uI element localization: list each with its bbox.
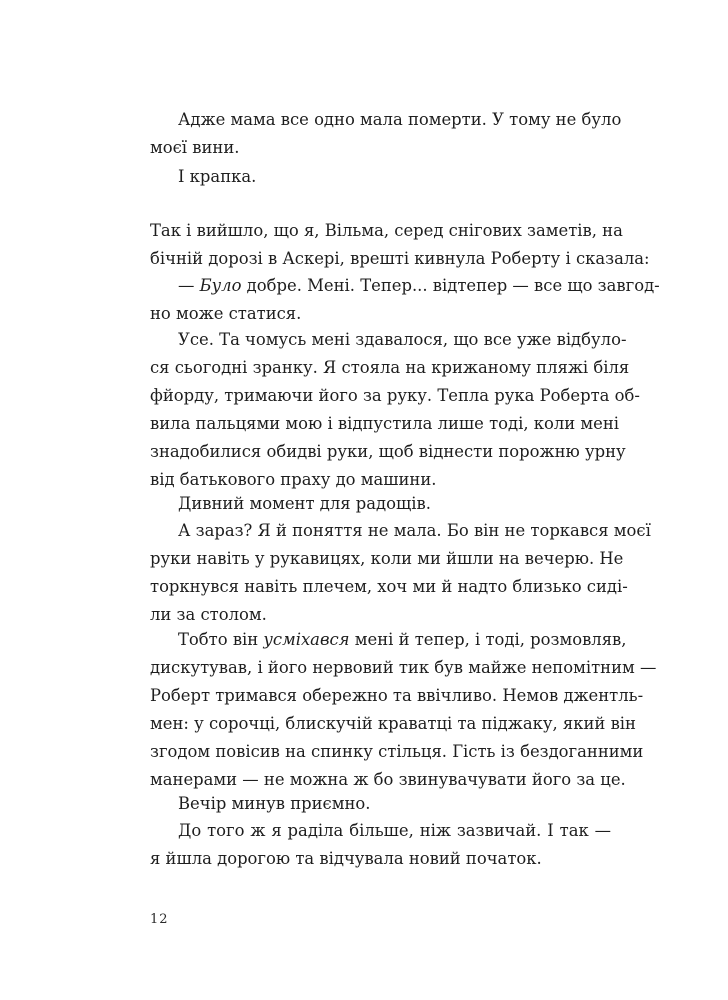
page-number: 12 bbox=[150, 912, 169, 927]
paragraph bbox=[150, 790, 611, 818]
text-line: ли за столом. bbox=[150, 605, 267, 624]
text-line: моєї вини. bbox=[150, 138, 240, 157]
text-line: манерами — не можна ж бо звинувачувати його за це. bbox=[150, 770, 626, 789]
dash: — bbox=[178, 276, 200, 295]
text-line: мен: у сорочці, блискучій краватці та піджаку, який він bbox=[150, 714, 636, 733]
text-line bbox=[150, 272, 660, 300]
text-line bbox=[150, 626, 627, 654]
line-rest: мені й тепер, і тоді, розмовляв, bbox=[349, 630, 627, 649]
paragraph bbox=[150, 626, 657, 794]
text-line: дискутував, і його нервовий тик був майже непомітним — bbox=[150, 658, 657, 677]
text-line: ся сьогодні зранку. Я стояла на крижаному пляжі біля bbox=[150, 358, 630, 377]
italic-word: усміхався bbox=[263, 630, 350, 649]
text-line: фйорду, тримаючи його за руку. Тепла рука Роберта об- bbox=[150, 386, 640, 405]
paragraph bbox=[150, 326, 640, 494]
paragraph bbox=[150, 517, 651, 629]
text-line: торкнувся навіть плечем, хоч ми й надто близько сиді- bbox=[150, 577, 628, 596]
paragraph bbox=[150, 490, 611, 518]
paragraph bbox=[150, 817, 611, 873]
paragraph bbox=[150, 217, 650, 273]
text-line: Дивний момент для радощів. bbox=[178, 494, 431, 513]
paragraph bbox=[150, 163, 611, 191]
text-line: Вечір минув приємно. bbox=[178, 794, 371, 813]
line-rest: добре. Мені. Тепер... відтепер — все що завгод- bbox=[241, 276, 660, 295]
italic-word: Було bbox=[199, 276, 242, 295]
text-line: но може статися. bbox=[150, 304, 302, 323]
text-line: А зараз? Я й поняття не мала. Бо він не торкався моєї bbox=[178, 521, 651, 540]
text-line: я йшла дорогою та відчувала новий початок. bbox=[150, 849, 542, 868]
line-lead: Тобто він bbox=[178, 630, 264, 649]
paragraph bbox=[150, 106, 622, 162]
text-line: руки навіть у рукавицях, коли ми йшли на вечерю. Не bbox=[150, 549, 624, 568]
text-line: Усе. Та чомусь мені здавалося, що все уже відбуло- bbox=[178, 330, 627, 349]
text-line: Так і вийшло, що я, Вільма, серед снігових заметів, на bbox=[150, 221, 623, 240]
text-line: Адже мама все одно мала померти. У тому не було bbox=[178, 110, 622, 129]
text-line: До того ж я раділа більше, ніж зазвичай. І так — bbox=[178, 821, 611, 840]
text-line: згодом повісив на спинку стільця. Гість із бездоганними bbox=[150, 742, 644, 761]
paragraph bbox=[150, 272, 660, 328]
text-line: від батькового праху до машини. bbox=[150, 470, 437, 489]
text-line: Роберт тримався обережно та ввічливо. Немов джентль- bbox=[150, 686, 644, 705]
text-line: вила пальцями мою і відпустила лише тоді, коли мені bbox=[150, 414, 620, 433]
text-line: І крапка. bbox=[178, 167, 257, 186]
text-line: бічній дорозі в Аскері, врешті кивнула Роберту і сказала: bbox=[150, 249, 650, 268]
text-line: знадобилися обидві руки, щоб віднести порожню урну bbox=[150, 442, 626, 461]
